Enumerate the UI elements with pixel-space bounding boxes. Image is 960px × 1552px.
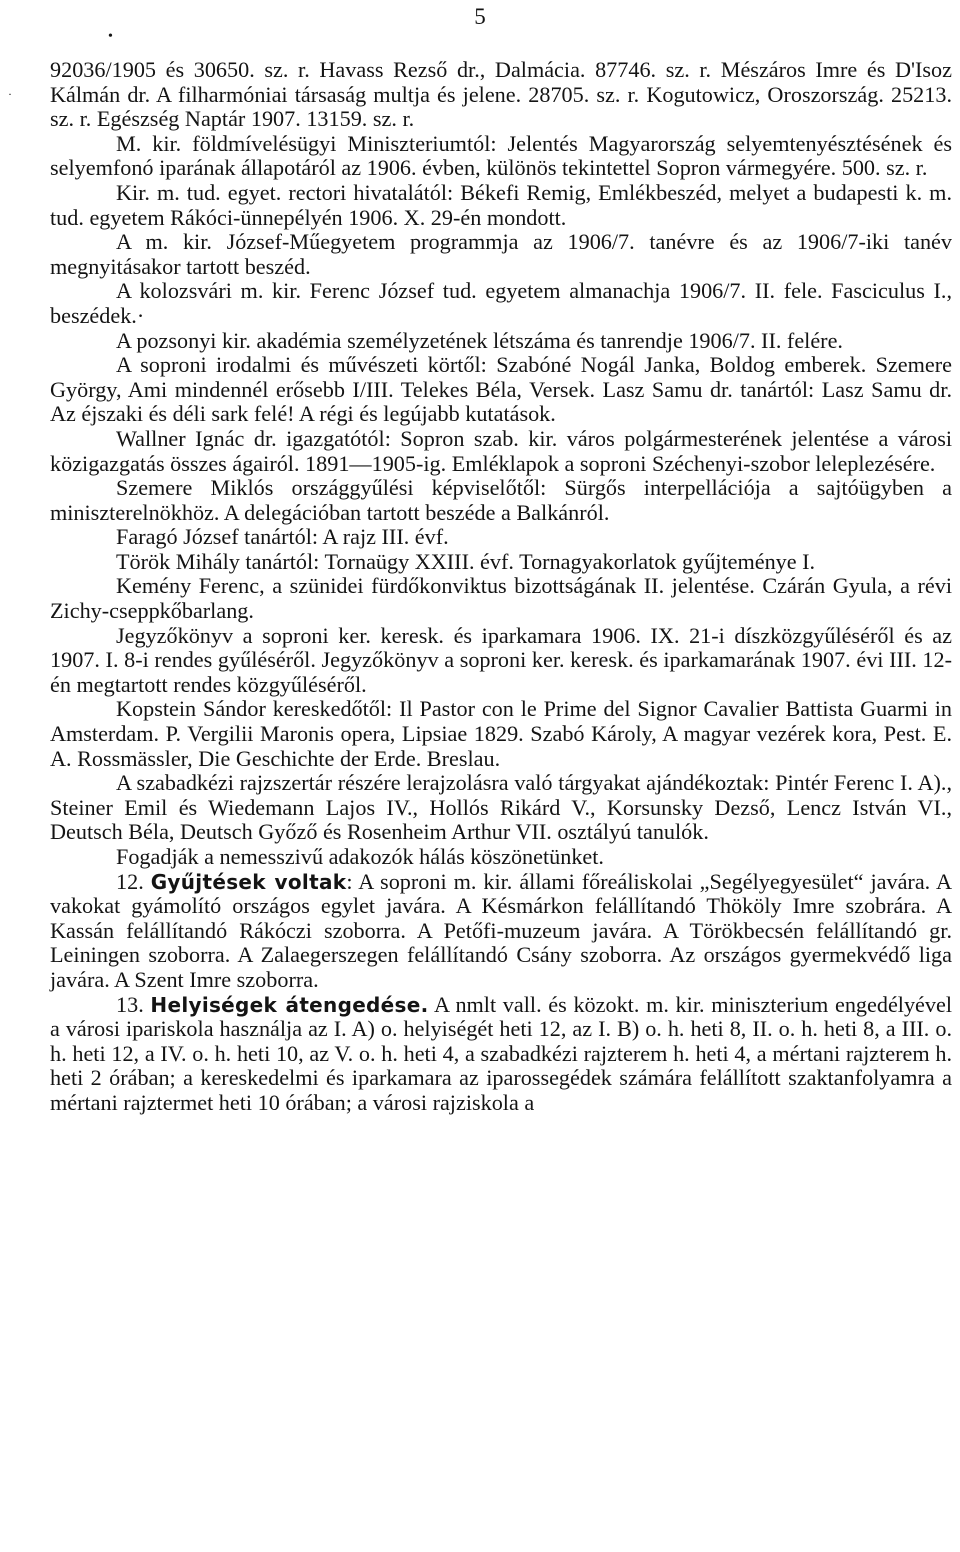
paragraph: Szemere Miklós országgyűlési képviselőtől: Sürgős interpellációja a sajtóügyben a miniszterelnökhöz. A delegációban tartott beszéde a Balkánról. [50,475,952,525]
top-dot: • [108,29,113,44]
paragraph: A pozsonyi kir. akadémia személyzetének létszáma és tanrendje 1906/7. II. felére. [116,327,843,353]
paragraph: Kir. m. tud. egyet. rectori hivatalától: Békefi Remig, Emlékbeszéd, melyet a budapesti k. m. tud. egyetem Rákóci-ünnepélyén 1906. X. 29-én mondott. [50,179,952,230]
paragraph: M. kir. földmívelésügyi Miniszteriumtól: Jelentés Magyarország selyemtenyésztésének és selyemfonó iparának állapotáról az 1906. évben, különös tekintettel Sopron vármegyére. 500. sz. r. [50,130,952,181]
section-number: 12. [116,868,144,894]
paragraph: A soproni irodalmi és művészeti körtől: Szabóné Nogál Janka, Boldog emberek. Szemere György, Ami mindennél erősebb I/III. Telekes Béla, Versek. Lasz Samu dr. tanártól: Lasz Samu dr. Az éjszaki és déli sark felé! A régi és legújabb kutatások. [50,352,952,427]
margin-mark: · [8,87,12,101]
paragraph: A szabadkézi rajzszertár részére lerajzolásra való tárgyakat ajándékoztak: Pintér Ferenc I. A)., Steiner Emil és Wiedemann Lajos IV., Hollós Rikárd V., Korsunsky Dezső, Lencz István VI., Deutsch Béla, Deutsch Győző és Rosenheim Arthur VII. osztályú tanulók. [50,770,952,845]
section-text: A nmlt vall. és közokt. m. kir. miniszterium engedélyével a városi ipariskola használja az I. A) o. helyiségét heti 12, az I. B) o. h. heti 8, II. o. h. heti 8, a III. o. h. heti 12, a IV. o. h. heti 10, az V. o. h. heti 4, a szabadkézi rajzterem h. heti 4, a mértani rajzterem h. heti 2 órában; a kereskedelmi és iparkamara az iparossegédek számára felállított szaktanfolyamra a mértani rajztermet heti 10 órában; a városi rajziskola a [50,991,953,1115]
paragraph: Faragó József tanártól: A rajz III. évf. [116,524,449,550]
heading-separator: : [346,868,353,894]
section-12 [50,870,952,993]
body-text [50,58,952,1116]
section-number: 13. [116,991,144,1017]
paragraph: 92036/1905 és 30650. sz. r. Havass Rezső dr., Dalmácia. 87746. sz. r. Mészáros Imre és D'Isoz Kálmán dr. A filharmóniai társaság multja és jelene. 28705. sz. r. Kogutowicz, Oroszország. 25213. sz. r. Egészség Naptár 1907. 13159. sz. r. [50,57,952,132]
section-text: A soproni m. kir. állami főreáliskolai „Segélyegyesület“ javára. A vakokat gyámolító országos egylet javára. A Késmárkon felállítandó Thököly Imre szobrára. A Kassán felállítandó Rákóczi szoborra. A Petőfi-muzeum javára. A Törökbecsén felállítandó gr. Leiningen szoborra. A Zalaegerszegen felállítandó Csány szoborra. Az országos gyermekvédő liga javára. A Szent Imre szoborra. [50,868,952,992]
paragraph: A kolozsvári m. kir. Ferenc József tud. egyetem almanachja 1906/7. II. fele. Fasciculus I., beszédek.· [50,278,952,328]
section-13 [50,993,952,1116]
paragraph: Kemény Ferenc, a szünidei fürdőkonviktus bizottságának II. jelentése. Czárán Gyula, a révi Zichy-cseppkőbarlang. [50,573,952,624]
paragraph: A m. kir. József-Műegyetem programmja az 1906/7. tanévre és az 1906/7-iki tanév megnyitásakor tartott beszéd. [50,229,952,279]
paragraph: Fogadják a nemesszivű adakozók hálás köszönetünket. [116,844,604,869]
paragraph: Török Mihály tanártól: Tornaügy XXIII. évf. Tornagyakorlatok gyűjteménye I. [116,548,816,574]
section-heading: Gyűjtések voltak [150,869,347,894]
paragraph: Wallner Ignác dr. igazgatótól: Sopron szab. kir. város polgármesterének jelentése a városi közigazgatás összes ágairól. 1891—1905-ig. Emléklapok a soproni Széchenyi-szobor leleplezésére. [50,425,952,476]
page-number: 5 [474,4,486,29]
section-heading: Helyiségek átengedése. [150,992,429,1017]
paragraph: Jegyzőkönyv a soproni ker. keresk. és iparkamara 1906. IX. 21-i díszközgyűléséről és az 1907. I. 8-i rendes gyűléséről. Jegyzőkönyv a soproni ker. keresk. és iparkamarának 1907. évi III. 12-én megtartott rendes közgyűléséről. [50,622,952,697]
paragraph: Kopstein Sándor kereskedőtől: Il Pastor con le Prime del Signor Cavalier Battista Guarmi in Amsterdam. P. Vergilii Maronis opera, Lipsiae 1829. Szabó Károly, A magyar vezérek kora, Pest. E. A. Rossmässler, Die Geschichte der Erde. Breslau. [50,696,952,771]
